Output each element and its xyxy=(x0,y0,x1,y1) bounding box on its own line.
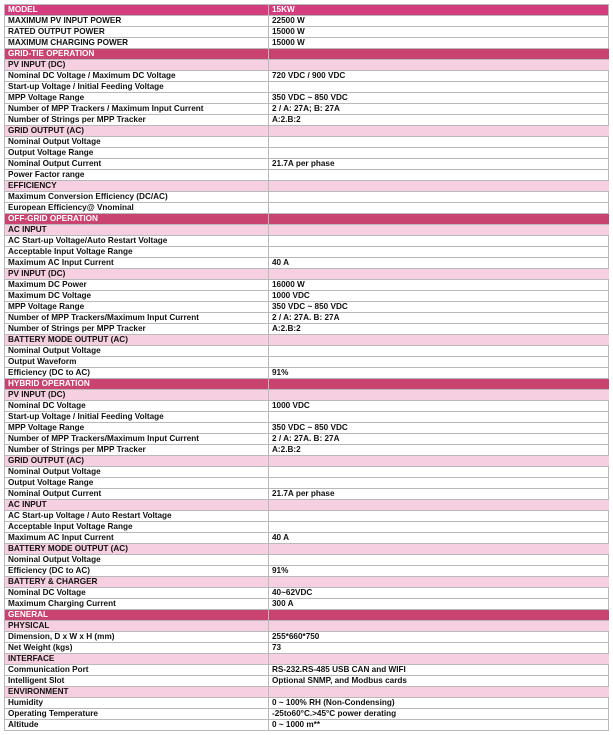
section-title: GRID-TIE OPERATION xyxy=(5,49,269,60)
spec-label: Altitude xyxy=(5,720,269,731)
spec-label: Efficiency (DC to AC) xyxy=(5,368,269,379)
spec-value: 22500 W xyxy=(269,16,609,27)
spec-label: Number of Strings per MPP Tracker xyxy=(5,324,269,335)
section-title: PV INPUT (DC) xyxy=(5,60,269,71)
spec-value: 21.7A per phase xyxy=(269,159,609,170)
spec-value: 91% xyxy=(269,566,609,577)
spec-label: MPP Voltage Range xyxy=(5,423,269,434)
spec-value xyxy=(269,478,609,489)
table-row xyxy=(5,104,609,115)
section-title: GENERAL xyxy=(5,610,269,621)
spec-label: MODEL xyxy=(5,5,269,16)
spec-label: MAXIMUM CHARGING POWER xyxy=(5,38,269,49)
section-title: AC INPUT xyxy=(5,225,269,236)
spec-value xyxy=(269,82,609,93)
table-row xyxy=(5,247,609,258)
spec-label: Nominal DC Voltage xyxy=(5,401,269,412)
spec-value xyxy=(269,126,609,137)
spec-value: 40 A xyxy=(269,533,609,544)
spec-value: 16000 W xyxy=(269,280,609,291)
table-row xyxy=(5,401,609,412)
section-header-row xyxy=(5,214,609,225)
spec-value xyxy=(269,247,609,258)
section-header-row xyxy=(5,379,609,390)
table-row xyxy=(5,93,609,104)
spec-label: Nominal Output Voltage xyxy=(5,555,269,566)
table-row xyxy=(5,599,609,610)
spec-label: Nominal Output Voltage xyxy=(5,346,269,357)
spec-value xyxy=(269,203,609,214)
section-title: ENVIRONMENT xyxy=(5,687,269,698)
table-row xyxy=(5,511,609,522)
spec-label: Number of Strings per MPP Tracker xyxy=(5,115,269,126)
spec-value: 720 VDC / 900 VDC xyxy=(269,71,609,82)
table-row xyxy=(5,533,609,544)
spec-label: Maximum Conversion Efficiency (DC/AC) xyxy=(5,192,269,203)
section-title: AC INPUT xyxy=(5,500,269,511)
spec-value xyxy=(269,412,609,423)
spec-value: 350 VDC ~ 850 VDC xyxy=(269,423,609,434)
subsection-header-row xyxy=(5,181,609,192)
spec-value xyxy=(269,181,609,192)
spec-value xyxy=(269,225,609,236)
spec-label: Nominal DC Voltage xyxy=(5,588,269,599)
table-row xyxy=(5,346,609,357)
spec-label: Nominal DC Voltage / Maximum DC Voltage xyxy=(5,71,269,82)
spec-label: Acceptable Input Voltage Range xyxy=(5,522,269,533)
table-row xyxy=(5,302,609,313)
spec-value: 350 VDC ~ 850 VDC xyxy=(269,93,609,104)
spec-value xyxy=(269,214,609,225)
spec-value xyxy=(269,335,609,346)
subsection-header-row xyxy=(5,654,609,665)
spec-value: 350 VDC ~ 850 VDC xyxy=(269,302,609,313)
spec-label: MPP Voltage Range xyxy=(5,302,269,313)
table-row xyxy=(5,588,609,599)
section-title: GRID OUTPUT (AC) xyxy=(5,126,269,137)
spec-label: Maximum DC Voltage xyxy=(5,291,269,302)
table-row xyxy=(5,522,609,533)
spec-label: Output Voltage Range xyxy=(5,148,269,159)
spec-value xyxy=(269,137,609,148)
spec-value xyxy=(269,357,609,368)
table-row xyxy=(5,643,609,654)
section-title: GRID OUTPUT (AC) xyxy=(5,456,269,467)
spec-value: 2 / A: 27A. B: 27A xyxy=(269,313,609,324)
section-title: BATTERY MODE OUTPUT (AC) xyxy=(5,544,269,555)
subsection-header-row xyxy=(5,687,609,698)
table-row xyxy=(5,82,609,93)
spec-value xyxy=(269,148,609,159)
subsection-header-row xyxy=(5,456,609,467)
section-title: PV INPUT (DC) xyxy=(5,269,269,280)
spec-label: MPP Voltage Range xyxy=(5,93,269,104)
table-row xyxy=(5,357,609,368)
table-row xyxy=(5,467,609,478)
table-row xyxy=(5,71,609,82)
table-row xyxy=(5,280,609,291)
spec-value xyxy=(269,390,609,401)
spec-value xyxy=(269,511,609,522)
table-row xyxy=(5,434,609,445)
table-row xyxy=(5,258,609,269)
spec-label: AC Start-up Voltage / Auto Restart Voltage xyxy=(5,511,269,522)
table-row xyxy=(5,368,609,379)
spec-value xyxy=(269,346,609,357)
spec-value: 40 A xyxy=(269,258,609,269)
spec-label: Efficiency (DC to AC) xyxy=(5,566,269,577)
spec-label: European Efficiency@ Vnominal xyxy=(5,203,269,214)
spec-value xyxy=(269,60,609,71)
subsection-header-row xyxy=(5,390,609,401)
subsection-header-row xyxy=(5,577,609,588)
table-row xyxy=(5,236,609,247)
spec-value xyxy=(269,269,609,280)
spec-label: Acceptable Input Voltage Range xyxy=(5,247,269,258)
spec-value xyxy=(269,379,609,390)
spec-label: Dimension, D x W x H (mm) xyxy=(5,632,269,643)
spec-value xyxy=(269,522,609,533)
table-row xyxy=(5,445,609,456)
subsection-header-row xyxy=(5,60,609,71)
spec-label: Nominal Output Current xyxy=(5,159,269,170)
section-title: OFF-GRID OPERATION xyxy=(5,214,269,225)
spec-label: Output Voltage Range xyxy=(5,478,269,489)
spec-label: Nominal Output Voltage xyxy=(5,137,269,148)
section-title: BATTERY & CHARGER xyxy=(5,577,269,588)
spec-value xyxy=(269,544,609,555)
spec-label: Output Waveform xyxy=(5,357,269,368)
spec-value: 1000 VDC xyxy=(269,401,609,412)
table-row xyxy=(5,137,609,148)
spec-label: Start-up Voltage / Initial Feeding Voltage xyxy=(5,412,269,423)
subsection-header-row xyxy=(5,621,609,632)
spec-value xyxy=(269,170,609,181)
subsection-header-row xyxy=(5,544,609,555)
model-header-row xyxy=(5,5,609,16)
spec-table-body xyxy=(5,5,609,731)
spec-value: 255*660*750 xyxy=(269,632,609,643)
table-row xyxy=(5,709,609,720)
spec-value: A:2.B:2 xyxy=(269,445,609,456)
table-row xyxy=(5,159,609,170)
spec-label: Operating Temperature xyxy=(5,709,269,720)
spec-label: Communication Port xyxy=(5,665,269,676)
spec-value xyxy=(269,687,609,698)
spec-label: Number of Strings per MPP Tracker xyxy=(5,445,269,456)
spec-value: RS-232.RS-485 USB CAN and WIFI xyxy=(269,665,609,676)
table-row xyxy=(5,489,609,500)
spec-label: Power Factor range xyxy=(5,170,269,181)
spec-value xyxy=(269,192,609,203)
spec-value xyxy=(269,236,609,247)
spec-label: Intelligent Slot xyxy=(5,676,269,687)
spec-label: Maximum Charging Current xyxy=(5,599,269,610)
spec-value: Optional SNMP, and Modbus cards xyxy=(269,676,609,687)
spec-value xyxy=(269,467,609,478)
spec-label: Start-up Voltage / Initial Feeding Voltage xyxy=(5,82,269,93)
table-row xyxy=(5,170,609,181)
section-title: EFFICIENCY xyxy=(5,181,269,192)
section-title: PV INPUT (DC) xyxy=(5,390,269,401)
section-title: INTERFACE xyxy=(5,654,269,665)
spec-label: Nominal Output Current xyxy=(5,489,269,500)
spec-value: 73 xyxy=(269,643,609,654)
spec-label: Number of MPP Trackers/Maximum Input Current xyxy=(5,313,269,324)
spec-label: MAXIMUM PV INPUT POWER xyxy=(5,16,269,27)
table-row xyxy=(5,324,609,335)
table-row xyxy=(5,16,609,27)
spec-value: 21.7A per phase xyxy=(269,489,609,500)
spec-label: AC Start-up Voltage/Auto Restart Voltage xyxy=(5,236,269,247)
spec-value: 0 ~ 100% RH (Non-Condensing) xyxy=(269,698,609,709)
table-row xyxy=(5,38,609,49)
subsection-header-row xyxy=(5,335,609,346)
subsection-header-row xyxy=(5,269,609,280)
spec-label: Maximum DC Power xyxy=(5,280,269,291)
spec-value xyxy=(269,654,609,665)
table-row xyxy=(5,665,609,676)
table-row xyxy=(5,192,609,203)
subsection-header-row xyxy=(5,225,609,236)
table-row xyxy=(5,698,609,709)
spec-label: RATED OUTPUT POWER xyxy=(5,27,269,38)
spec-value: 91% xyxy=(269,368,609,379)
spec-value: 15000 W xyxy=(269,38,609,49)
spec-value: 300 A xyxy=(269,599,609,610)
spec-value: 40~62VDC xyxy=(269,588,609,599)
spec-value: 15KW xyxy=(269,5,609,16)
spec-value xyxy=(269,610,609,621)
spec-value: 2 / A: 27A; B: 27A xyxy=(269,104,609,115)
spec-label: Number of MPP Trackers/Maximum Input Current xyxy=(5,434,269,445)
table-row xyxy=(5,423,609,434)
section-title: BATTERY MODE OUTPUT (AC) xyxy=(5,335,269,346)
subsection-header-row xyxy=(5,126,609,137)
spec-table xyxy=(4,4,609,731)
section-title: PHYSICAL xyxy=(5,621,269,632)
spec-value: 15000 W xyxy=(269,27,609,38)
spec-value: -25to60°C.>45°C power derating xyxy=(269,709,609,720)
spec-value: 0 ~ 1000 m** xyxy=(269,720,609,731)
spec-value: A:2.B:2 xyxy=(269,324,609,335)
table-row xyxy=(5,720,609,731)
spec-label: Humidity xyxy=(5,698,269,709)
spec-label: Maximum AC Input Current xyxy=(5,533,269,544)
spec-value xyxy=(269,500,609,511)
spec-value xyxy=(269,456,609,467)
spec-label: Nominal Output Voltage xyxy=(5,467,269,478)
table-row xyxy=(5,27,609,38)
table-row xyxy=(5,412,609,423)
table-row xyxy=(5,676,609,687)
section-header-row xyxy=(5,49,609,60)
table-row xyxy=(5,566,609,577)
spec-value xyxy=(269,49,609,60)
subsection-header-row xyxy=(5,500,609,511)
spec-value: A:2.B:2 xyxy=(269,115,609,126)
section-title: HYBRID OPERATION xyxy=(5,379,269,390)
table-row xyxy=(5,478,609,489)
table-row xyxy=(5,555,609,566)
spec-value xyxy=(269,555,609,566)
spec-value: 2 / A: 27A. B: 27A xyxy=(269,434,609,445)
spec-value: 1000 VDC xyxy=(269,291,609,302)
table-row xyxy=(5,291,609,302)
table-row xyxy=(5,115,609,126)
table-row xyxy=(5,313,609,324)
spec-label: Maximum AC Input Current xyxy=(5,258,269,269)
section-header-row xyxy=(5,610,609,621)
spec-value xyxy=(269,577,609,588)
table-row xyxy=(5,203,609,214)
table-row xyxy=(5,632,609,643)
table-row xyxy=(5,148,609,159)
spec-label: Number of MPP Trackers / Maximum Input Current xyxy=(5,104,269,115)
spec-value xyxy=(269,621,609,632)
spec-label: Net Weight (kgs) xyxy=(5,643,269,654)
